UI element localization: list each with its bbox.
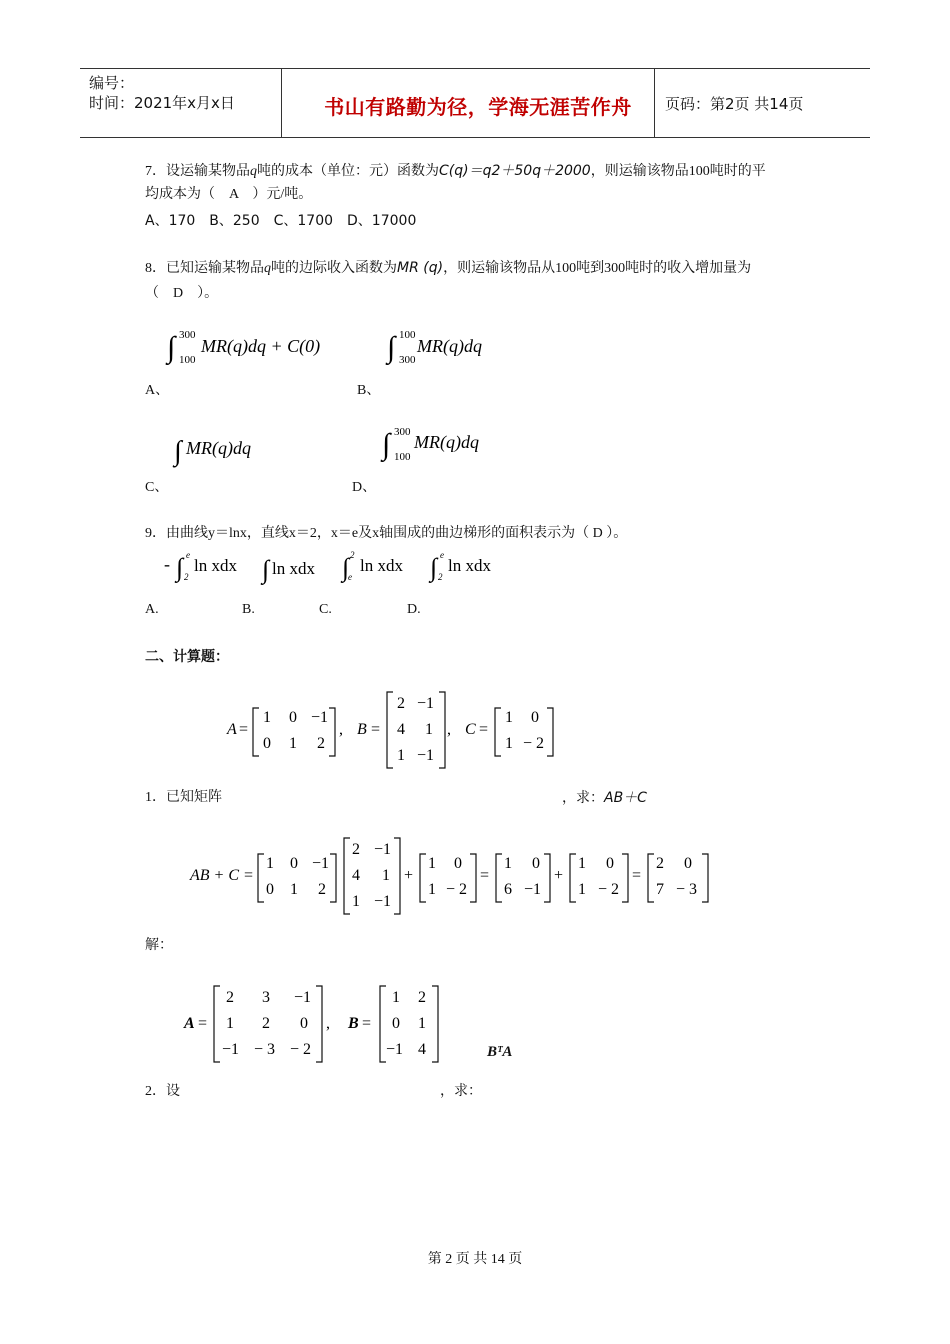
integral-sign: ∫ [176, 553, 184, 582]
cell: −1 [524, 881, 542, 898]
cell: 2 [317, 735, 325, 752]
cell: − 2 [446, 881, 468, 898]
cell: −1 [311, 709, 329, 726]
header-divider [281, 69, 282, 137]
upper-limit: e [440, 550, 444, 560]
q9-option-d: D. [407, 602, 421, 617]
cell: − 2 [598, 881, 620, 898]
cell: 0 [300, 1015, 308, 1032]
integral-option-b [385, 325, 505, 367]
question-9-text: 9．由曲线y＝lnx，直线x＝2，x＝e及x轴围成的曲边梯形的面积表示为（ D ）。 [145, 526, 628, 541]
cell: 1 [266, 855, 274, 872]
option-c-label: C、 [145, 480, 169, 495]
cell: 0 [289, 709, 297, 726]
svg-text:=: = [632, 867, 642, 884]
cell: 1 [428, 881, 436, 898]
question-7-line1 [145, 161, 766, 182]
integral-option-d [380, 422, 500, 464]
cell: −1 [294, 989, 312, 1006]
cell: − 3 [254, 1041, 276, 1058]
q7-text-c: ，则运输该物品100吨时的平 [590, 164, 766, 179]
cell: 2 [397, 695, 405, 712]
svg-text:+: + [404, 867, 414, 884]
matrix-b-name: B [348, 1015, 359, 1032]
question-7-line2: 均成本为（ A ）元/吨。 [145, 187, 313, 202]
page-header [80, 68, 870, 138]
svg-text:=: = [362, 1015, 372, 1032]
lower-limit: 2 [438, 572, 443, 582]
lower-limit: e [348, 572, 352, 582]
cell: 1 [352, 893, 360, 910]
cell: 0 [532, 855, 540, 872]
cell: 0 [263, 735, 271, 752]
integral-sign: ∫ [387, 331, 396, 364]
page-indicator: 页码：第2页 共14页 [665, 95, 804, 113]
problem-2-label: 2．设 [145, 1084, 180, 1099]
q8-text-a: 8．已知运输某物品 [145, 261, 264, 276]
q7-expr: C(q)＝q2＋50q＋2000 [439, 163, 591, 179]
svg-text:=: = [479, 721, 489, 738]
integral-sign: ∫ [382, 428, 391, 461]
matrix-a-name: A [227, 721, 237, 738]
q7-var: q [250, 164, 257, 179]
problem-1-label: 1．已知矩阵 [145, 790, 222, 805]
motto: 书山有路勤为径，学海无涯苦作舟 [324, 95, 632, 119]
cell: 0 [606, 855, 614, 872]
matrix-b-name: B [357, 721, 367, 738]
header-divider [654, 69, 655, 137]
bta-expression: BᵀA [487, 1044, 513, 1060]
svg-text:=: = [371, 721, 381, 738]
cell: 0 [684, 855, 692, 872]
option-d-label: D、 [352, 480, 377, 495]
cell: 1 [578, 881, 586, 898]
section-title: 二、计算题： [145, 650, 229, 665]
q8-mr: MR (q) [397, 260, 444, 276]
svg-text:=: = [198, 1015, 208, 1032]
svg-text:,: , [447, 721, 451, 738]
svg-text:=: = [239, 721, 249, 738]
cell: −1 [374, 893, 392, 910]
integrand: MR(q)dq + C(0) [201, 336, 321, 356]
solution-label: 解： [145, 938, 173, 953]
q9-integrals [160, 548, 500, 586]
integrand: ln xdx [194, 556, 237, 575]
q8-text-b: 吨的边际收入函数为 [271, 261, 397, 276]
ask-text: ，求： [562, 791, 604, 806]
code-label: 编号： [89, 74, 135, 92]
integrand: ln xdx [360, 556, 403, 575]
cell: 0 [392, 1015, 400, 1032]
minus-sign: - [164, 554, 170, 574]
integral-sign: ∫ [430, 553, 438, 582]
cell: 0 [266, 881, 274, 898]
cell: − 3 [676, 881, 698, 898]
q8-text-c: ，则运输该物品从100吨到300吨时的收入增加量为 [443, 261, 752, 276]
time-label: 时间：2021年x月x日 [89, 94, 235, 112]
header-meta [89, 73, 235, 113]
cell: 1 [504, 855, 512, 872]
upper-limit: 2 [350, 550, 355, 560]
cell: 0 [454, 855, 462, 872]
integrand: MR(q)dq [417, 336, 482, 356]
cell: 1 [397, 747, 405, 764]
question-7-options: A、170 B、250 C、1700 D、17000 [145, 213, 417, 229]
cell: 7 [656, 881, 664, 898]
cell: − 2 [523, 735, 545, 752]
option-b-label: B、 [357, 383, 381, 398]
cell: −1 [222, 1041, 240, 1058]
cell: 3 [262, 989, 270, 1006]
q9-option-a: A. [145, 602, 159, 617]
cell: 2 [352, 841, 360, 858]
cell: 1 [290, 881, 298, 898]
integral-sign: ∫ [262, 555, 270, 584]
integral-sign: ∫ [174, 436, 182, 467]
cell: 1 [418, 1015, 426, 1032]
lower-limit: 100 [179, 354, 196, 366]
cell: 6 [504, 881, 512, 898]
lower-limit: 300 [399, 354, 416, 366]
cell: 1 [428, 855, 436, 872]
integrand: MR(q)dq [186, 438, 251, 458]
cell: −1 [386, 1041, 404, 1058]
upper-limit: e [186, 550, 190, 560]
cell: 2 [418, 989, 426, 1006]
q8-var: q [264, 261, 271, 276]
svg-text:,: , [326, 1015, 330, 1032]
svg-text:,: , [339, 721, 343, 738]
problem-1-ask [562, 788, 647, 809]
problem-2-ask: ，求： [440, 1084, 482, 1099]
matrix-c-name: C [465, 721, 476, 738]
upper-limit: 100 [399, 329, 416, 341]
q7-text-b: 吨的成本（单位：元）函数为 [257, 164, 439, 179]
cell: 1 [263, 709, 271, 726]
svg-text:+: + [554, 867, 564, 884]
q9-option-b: B. [242, 602, 255, 617]
cell: −1 [417, 747, 435, 764]
question-8-line2: （ D ）。 [145, 286, 219, 301]
cell: 2 [262, 1015, 270, 1032]
cell: 4 [352, 867, 360, 884]
page-footer: 第 2 页 共 14 页 [427, 1252, 523, 1267]
cell: 1 [226, 1015, 234, 1032]
ask-target: AB＋C [604, 790, 647, 806]
cell: 1 [425, 721, 433, 738]
cell: −1 [374, 841, 392, 858]
cell: 4 [397, 721, 405, 738]
cell: 2 [318, 881, 326, 898]
cell: 0 [531, 709, 539, 726]
lower-limit: 2 [184, 572, 189, 582]
q7-text-a: 7．设运输某物品 [145, 164, 250, 179]
matrix-a-name: A [184, 1015, 195, 1032]
option-a-label: A、 [145, 383, 170, 398]
cell: 1 [505, 735, 513, 752]
cell: 1 [289, 735, 297, 752]
integral-sign: ∫ [342, 553, 350, 582]
upper-limit: 300 [179, 329, 196, 341]
solution-equation [188, 834, 718, 918]
cell: 2 [656, 855, 664, 872]
integrand: MR(q)dq [414, 432, 479, 452]
cell: 1 [392, 989, 400, 1006]
question-8-line1 [145, 258, 751, 279]
integral-sign: ∫ [167, 331, 176, 364]
q9-option-c: C. [319, 602, 332, 617]
integrand: ln xdx [448, 556, 491, 575]
lower-limit: 100 [394, 451, 411, 463]
cell: −1 [312, 855, 330, 872]
upper-limit: 300 [394, 426, 411, 438]
cell: −1 [417, 695, 435, 712]
integral-option-a [165, 325, 335, 367]
cell: 1 [578, 855, 586, 872]
expr-label: AB + C [190, 867, 240, 884]
cell: − 2 [290, 1041, 312, 1058]
cell: 4 [418, 1041, 426, 1058]
given-matrices [225, 688, 565, 770]
cell: 2 [226, 989, 234, 1006]
cell: 1 [505, 709, 513, 726]
svg-text:=: = [244, 867, 254, 884]
integral-option-c [172, 428, 282, 470]
cell: 1 [382, 867, 390, 884]
integrand: ln xdx [272, 559, 315, 578]
problem-2-matrices [182, 982, 522, 1066]
cell: 0 [290, 855, 298, 872]
svg-text:=: = [480, 867, 490, 884]
